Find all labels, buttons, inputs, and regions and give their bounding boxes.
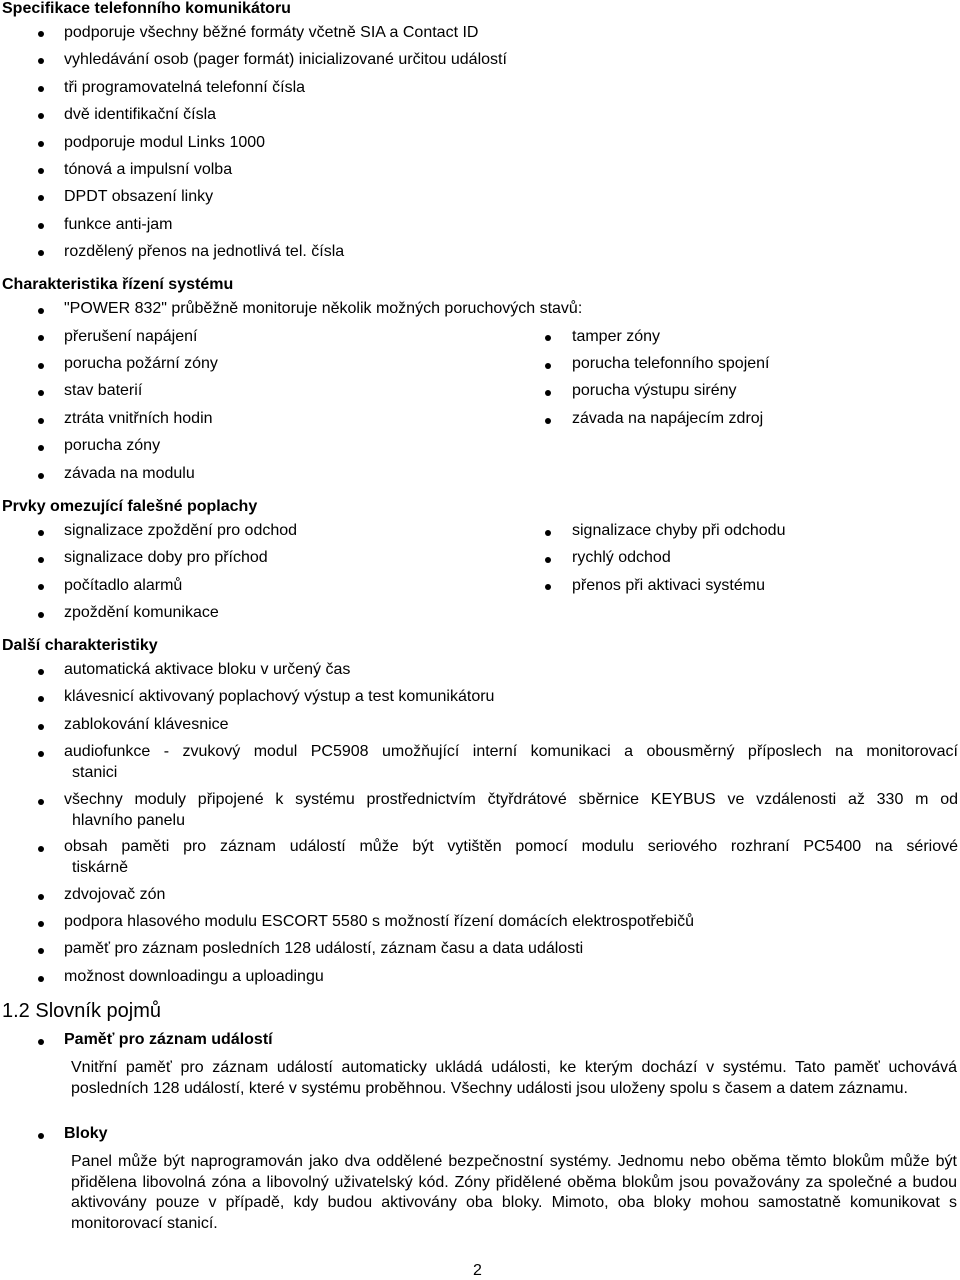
page-number: 2 bbox=[473, 1262, 482, 1279]
bullet-icon bbox=[38, 113, 44, 119]
list-item-line: stanici bbox=[72, 763, 118, 781]
list-item: porucha výstupu sirény bbox=[572, 382, 737, 399]
bullet-icon bbox=[38, 250, 44, 256]
list-item bbox=[64, 742, 958, 783]
list-item: dvě identifikační čísla bbox=[64, 106, 217, 123]
bullet-icon bbox=[545, 557, 551, 563]
list-item: přenos při aktivaci systému bbox=[572, 577, 765, 594]
bullet-icon bbox=[38, 921, 44, 927]
list-item: tónová a impulsní volba bbox=[64, 161, 233, 178]
list-item: ztráta vnitřních hodin bbox=[64, 410, 213, 427]
bullet-icon bbox=[545, 335, 551, 341]
bullet-icon bbox=[38, 584, 44, 590]
glossary-definition: Vnitřní paměť pro záznam událostí automaticky ukládá události, ke kterým dochází v systému. Tato paměť uchovává posledních 128 událostí, které v systému proběhnou. Všechny události jsou uloženy spolu s časem a datem záznamu. bbox=[71, 1059, 957, 1097]
bullet-icon bbox=[38, 612, 44, 618]
list-item bbox=[64, 790, 958, 831]
bullet-icon bbox=[38, 473, 44, 479]
section-heading-false-alarm: Prvky omezující falešné poplachy bbox=[2, 498, 258, 515]
list-item-line: obsah paměti pro záznam událostí může být vytištěn pomocí modulu seriového rozhraní PC5400 na sériové bbox=[64, 838, 958, 855]
list-item: podporuje všechny běžné formáty včetně SIA a Contact ID bbox=[64, 24, 479, 41]
bullet-icon bbox=[38, 141, 44, 147]
bullet-icon bbox=[38, 530, 44, 536]
list-item: signalizace doby pro příchod bbox=[64, 549, 268, 566]
list-item: závada na napájecím zdroj bbox=[572, 410, 764, 427]
list-item: automatická aktivace bloku v určený čas bbox=[64, 661, 351, 678]
bullet-icon bbox=[38, 86, 44, 92]
bullet-icon bbox=[38, 58, 44, 64]
list-item-line: hlavního panelu bbox=[72, 811, 185, 829]
bullet-icon bbox=[38, 557, 44, 563]
bullet-icon bbox=[545, 530, 551, 536]
bullet-icon bbox=[38, 445, 44, 451]
list-item: závada na modulu bbox=[64, 465, 195, 482]
bullet-icon bbox=[545, 363, 551, 369]
bullet-icon bbox=[38, 846, 44, 852]
bullet-icon bbox=[38, 195, 44, 201]
list-item: porucha zóny bbox=[64, 437, 161, 454]
list-item: porucha požární zóny bbox=[64, 355, 218, 372]
bullet-icon bbox=[38, 894, 44, 900]
list-item: funkce anti-jam bbox=[64, 216, 173, 233]
bullet-icon bbox=[38, 223, 44, 229]
list-item: vyhledávání osob (pager formát) inicializované určitou událostí bbox=[64, 51, 507, 68]
list-item: podpora hlasového modulu ESCORT 5580 s možností řízení domácích elektrospotřebičů bbox=[64, 913, 694, 930]
glossary-definition: Panel může být naprogramován jako dva oddělené bezpečnostní systémy. Jednomu nebo oběma těmto blokům může být přidělena libovolná zóna a libovolný uživatelský kód. Zóny přidělené oběma blokům jsou považovány za společné a budou aktivovány pouze v případě, kdy budou aktivovány oba bloky. Mimoto, oba bloky mohou samostatně komunikovat s monitorovací stanicí. bbox=[71, 1153, 957, 1232]
list-item: signalizace zpoždění pro odchod bbox=[64, 522, 298, 539]
glossary-term: Paměť pro záznam událostí bbox=[64, 1031, 273, 1048]
list-item: zdvojovač zón bbox=[64, 886, 166, 903]
bullet-icon bbox=[38, 948, 44, 954]
list-item: DPDT obsazení linky bbox=[64, 188, 214, 205]
bullet-icon bbox=[545, 418, 551, 424]
section-heading-other: Další charakteristiky bbox=[2, 637, 158, 654]
list-item: klávesnicí aktivovaný poplachový výstup a test komunikátoru bbox=[64, 688, 495, 705]
list-item: rozdělený přenos na jednotlivá tel. čísla bbox=[64, 243, 345, 260]
list-item: rychlý odchod bbox=[572, 549, 671, 566]
section-heading-spec: Specifikace telefonního komunikátoru bbox=[2, 0, 291, 17]
bullet-icon bbox=[38, 696, 44, 702]
bullet-icon bbox=[545, 390, 551, 396]
bullet-icon bbox=[38, 335, 44, 341]
list-item bbox=[64, 837, 958, 878]
bullet-icon bbox=[38, 669, 44, 675]
list-item-line: tiskárně bbox=[72, 858, 129, 876]
list-item: tři programovatelná telefonní čísla bbox=[64, 79, 306, 96]
bullet-icon bbox=[38, 799, 44, 805]
bullet-icon bbox=[38, 1133, 44, 1139]
bullet-icon bbox=[38, 363, 44, 369]
list-item-line: všechny moduly připojené k systému prostřednictvím čtyřdrátové sběrnice KEYBUS ve vzdálenosti až 330 m od bbox=[64, 791, 958, 808]
list-item: zpoždění komunikace bbox=[64, 604, 219, 621]
list-item: zablokování klávesnice bbox=[64, 716, 229, 733]
list-item: možnost downloadingu a uploadingu bbox=[64, 968, 324, 985]
list-item: přerušení napájení bbox=[64, 328, 198, 345]
bullet-icon bbox=[38, 418, 44, 424]
list-item: paměť pro záznam posledních 128 událostí, záznam času a data události bbox=[64, 940, 584, 957]
list-item: počítadlo alarmů bbox=[64, 577, 183, 594]
bullet-icon bbox=[38, 751, 44, 757]
bullet-icon bbox=[38, 1039, 44, 1045]
list-item: signalizace chyby při odchodu bbox=[572, 522, 786, 539]
bullet-icon bbox=[545, 584, 551, 590]
control-intro: "POWER 832" průběžně monitoruje několik možných poruchových stavů: bbox=[64, 300, 583, 317]
list-item: stav baterií bbox=[64, 382, 143, 399]
bullet-icon bbox=[38, 168, 44, 174]
list-item: porucha telefonního spojení bbox=[572, 355, 770, 372]
list-item: tamper zóny bbox=[572, 328, 661, 345]
section-title-glossary: 1.2 Slovník pojmů bbox=[2, 1000, 161, 1022]
bullet-icon bbox=[38, 390, 44, 396]
bullet-icon bbox=[38, 976, 44, 982]
bullet-icon bbox=[38, 308, 44, 314]
list-item: podporuje modul Links 1000 bbox=[64, 134, 266, 151]
list-item-line: audiofunkce - zvukový modul PC5908 umožňující interní komunikaci a obousměrný příposlech na monitorovací bbox=[64, 743, 958, 760]
section-heading-control: Charakteristika řízení systému bbox=[2, 276, 234, 293]
glossary-term: Bloky bbox=[64, 1125, 108, 1142]
bullet-icon bbox=[38, 724, 44, 730]
bullet-icon bbox=[38, 31, 44, 37]
